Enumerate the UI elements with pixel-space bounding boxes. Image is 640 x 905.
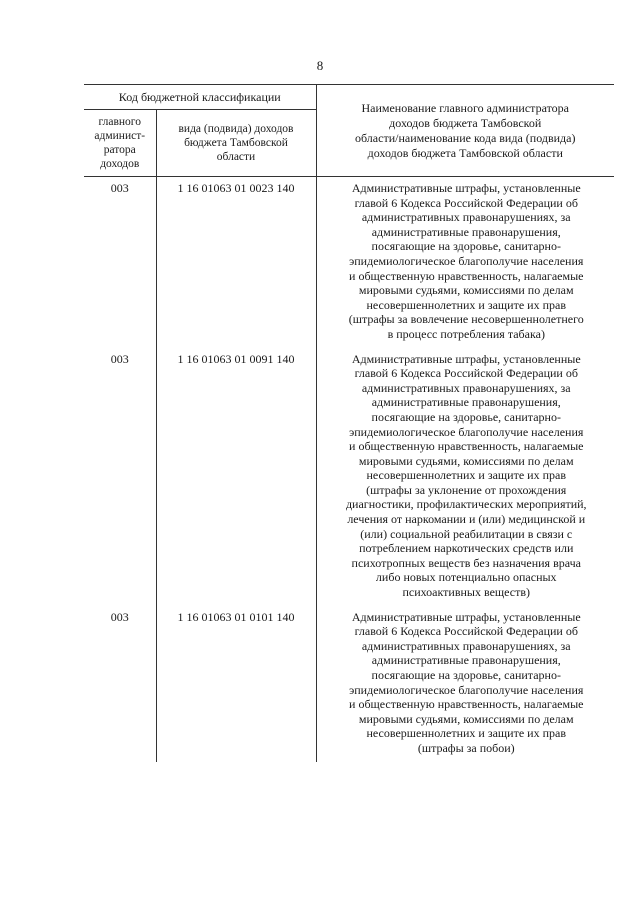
description-line: мировыми судьями, комиссиями по делам	[358, 453, 574, 468]
description-line: главой 6 Кодекса Российской Федерации об	[354, 195, 578, 210]
description-line: административных правонарушениях, за	[361, 380, 571, 395]
description-line: либо новых потенциально опасных	[375, 570, 557, 585]
description-line: (штрафы за уклонение от прохождения	[366, 482, 567, 497]
header-income-type-column	[156, 110, 316, 177]
header-admin-line: ратора	[103, 144, 136, 156]
description-line: несовершеннолетних и защите их прав	[366, 468, 566, 483]
header-admin-line: доходов	[100, 158, 140, 170]
table-row	[84, 606, 614, 762]
description-line: посягающие на здоровье, санитарно-	[371, 668, 561, 682]
page-number: 8	[316, 58, 324, 73]
header-name-line: доходов бюджета Тамбовской области	[367, 145, 563, 160]
description-line: административных правонарушениях, за	[361, 638, 571, 653]
income-code-cell: 1 16 01063 01 0023 140	[156, 177, 316, 348]
header-admin-line: админист-	[94, 130, 146, 142]
description-line: административные правонарушения,	[371, 395, 561, 410]
description-line: главой 6 Кодекса Российской Федерации об	[354, 624, 578, 639]
description-line: психоактивных веществ)	[402, 585, 531, 600]
description-line: и общественную нравственность, налагаемые	[349, 268, 584, 283]
description-line: административные правонарушения,	[371, 224, 561, 239]
income-code-cell: 1 16 01063 01 0101 140	[156, 606, 316, 762]
description-line: психотропных веществ без назначения врача	[351, 555, 581, 570]
description-line: мировыми судьями, комиссиями по делам	[358, 711, 574, 726]
description-line: административные правонарушения,	[371, 653, 561, 668]
classification-table	[84, 84, 614, 762]
description-line: посягающие на здоровье, санитарно-	[371, 239, 561, 254]
description-line: Административные штрафы, установленные	[351, 609, 581, 624]
description-line: (или) социальной реабилитации в связи с	[360, 526, 573, 541]
header-name-line: Наименование главного администратора	[361, 100, 570, 115]
admin-code-cell: 003	[84, 348, 156, 606]
description-line: и общественную нравственность, налагаемые	[349, 697, 584, 712]
header-name-column	[316, 85, 614, 177]
description-line: Административные штрафы, установленные	[351, 351, 581, 366]
description-line: административных правонарушениях, за	[361, 210, 571, 225]
description-line: посягающие на здоровье, санитарно-	[371, 409, 561, 424]
description-line: несовершеннолетних и защите их прав	[366, 726, 566, 741]
description-line: (штрафы за побои)	[417, 740, 515, 755]
description-line: диагностики, профилактических мероприятий,	[345, 497, 587, 512]
description-line: эпидемиологическое благополучие населения	[349, 424, 584, 439]
description-line: мировыми судьями, комиссиями по делам	[358, 283, 574, 298]
description-line: главой 6 Кодекса Российской Федерации об	[354, 366, 578, 381]
description-cell	[316, 606, 614, 762]
table-row	[84, 177, 614, 348]
description-line: эпидемиологическое благополучие населения	[349, 682, 584, 697]
description-line: Административные штрафы, установленные	[351, 181, 581, 195]
description-line: и общественную нравственность, налагаемые	[349, 439, 584, 454]
table-row	[84, 348, 614, 606]
description-line: (штрафы за вовлечение несовершеннолетнего	[348, 312, 584, 327]
header-name-line: доходов бюджета Тамбовской	[389, 115, 542, 130]
income-code-cell: 1 16 01063 01 0091 140	[156, 348, 316, 606]
description-line: эпидемиологическое благополучие населения	[349, 253, 584, 268]
header-admin-line: главного	[98, 116, 141, 128]
table-body	[84, 177, 614, 762]
budget-classification-table	[84, 84, 614, 762]
header-income-line: бюджета Тамбовской	[184, 137, 288, 149]
description-line: несовершеннолетних и защите их прав	[366, 297, 566, 312]
admin-code-cell: 003	[84, 177, 156, 348]
header-name-line: области/наименование кода вида (подвида)	[355, 130, 576, 145]
description-line: потреблением наркотических средств или	[359, 541, 574, 556]
description-cell	[316, 348, 614, 606]
admin-code-cell: 003	[84, 606, 156, 762]
header-income-line: области	[216, 151, 256, 163]
header-admin-column	[84, 110, 156, 177]
description-line: лечения от наркомании и (или) медицинской и	[347, 512, 586, 527]
header-budget-classification-code: Код бюджетной классификации	[84, 85, 316, 110]
description-line: в процесс потребления табака)	[387, 326, 545, 341]
description-cell	[316, 177, 614, 348]
header-income-line: вида (подвида) доходов	[178, 123, 294, 135]
